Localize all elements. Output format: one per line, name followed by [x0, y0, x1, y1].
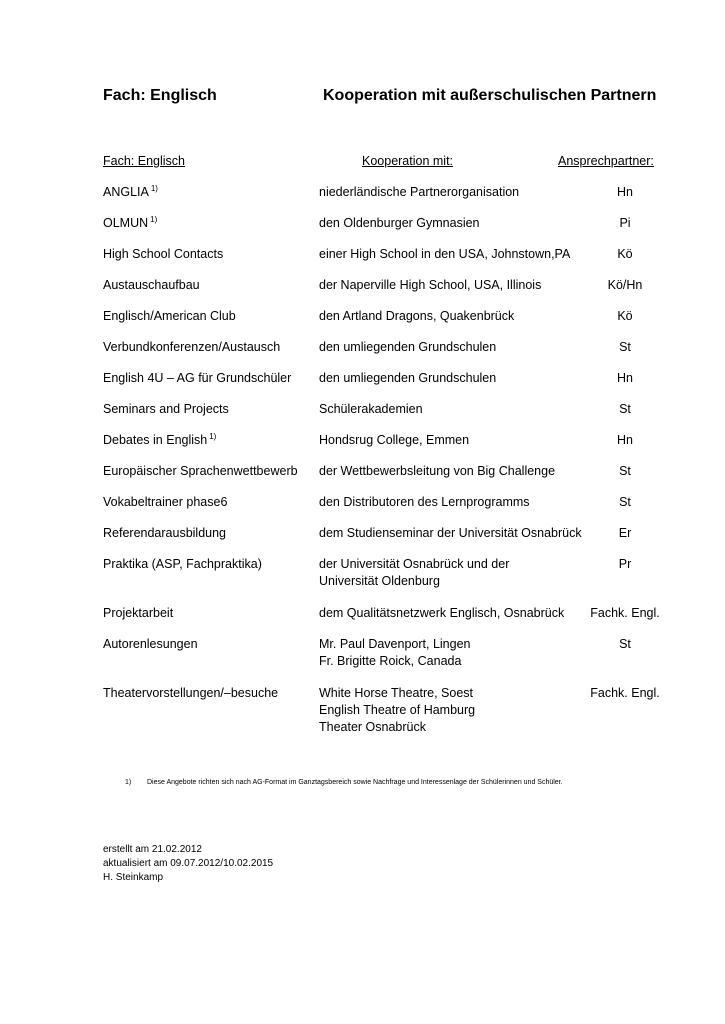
- author-name: H. Steinkamp: [103, 872, 164, 883]
- row-partner: [319, 339, 496, 356]
- row-contact: Pi: [619, 216, 631, 230]
- updated-date: aktualisiert am 09.07.2012/10.02.2015: [103, 858, 274, 869]
- document-meta: [103, 843, 273, 885]
- row-subject: [103, 339, 280, 356]
- row-contact: Kö/Hn: [607, 278, 643, 292]
- row-partner-line: dem Studienseminar der Universität Osnabrück: [319, 526, 582, 540]
- row-partner-line: Schülerakademien: [319, 402, 423, 416]
- row-partner-line: den umliegenden Grundschulen: [319, 340, 497, 354]
- footnote-marker: 1): [150, 183, 158, 193]
- row-subject-label: OLMUN: [103, 216, 149, 230]
- row-contact: St: [619, 402, 631, 416]
- row-partner-line: den Artland Dragons, Quakenbrück: [319, 309, 515, 323]
- row-subject: [103, 685, 278, 702]
- row-partner-line: Theater Osnabrück: [319, 720, 426, 734]
- row-partner-line: niederländische Partnerorganisation: [319, 185, 520, 199]
- footnote-text: Diese Angebote richten sich nach AG-Format im Ganztagsbereich sowie Nachfrage und Interessenlage der Schülerinnen und Schüler.: [147, 779, 563, 786]
- row-partner-line: den umliegenden Grundschulen: [319, 371, 497, 385]
- row-partner-line: White Horse Theatre, Soest: [319, 686, 474, 700]
- footnote-number: 1): [125, 779, 132, 786]
- row-subject: [103, 556, 262, 573]
- row-subject-label: Austauschaufbau: [103, 278, 200, 292]
- column-header-subject: Fach: Englisch: [103, 154, 185, 168]
- row-partner: [319, 463, 555, 480]
- row-partner-line: Hondsrug College, Emmen: [319, 433, 470, 447]
- row-contact: Hn: [617, 371, 633, 385]
- row-partner: [319, 636, 470, 670]
- row-subject-label: English 4U – AG für Grundschüler: [103, 371, 292, 385]
- row-partner: [319, 184, 519, 201]
- row-partner-line: den Oldenburger Gymnasien: [319, 216, 480, 230]
- row-partner-line: der Naperville High School, USA, Illinois: [319, 278, 542, 292]
- row-subject-label: Europäischer Sprachenwettbewerb: [103, 464, 298, 478]
- column-header-contact: Ansprechpartner:: [558, 154, 654, 168]
- row-partner-line: English Theatre of Hamburg: [319, 703, 476, 717]
- created-date: erstellt am 21.02.2012: [103, 844, 202, 855]
- row-partner: [319, 277, 541, 294]
- row-subject: [103, 184, 158, 201]
- row-partner: [319, 308, 514, 325]
- column-header-cooperation: Kooperation mit:: [362, 154, 454, 168]
- row-contact: Fachk. Engl.: [590, 686, 660, 700]
- row-subject-label: Autorenlesungen: [103, 637, 198, 651]
- row-partner-line: einer High School in den USA, Johnstown,PA: [319, 247, 571, 261]
- row-subject: [103, 215, 157, 232]
- row-contact: St: [619, 637, 631, 651]
- row-subject: [103, 277, 200, 294]
- row-subject-label: Verbundkonferenzen/Austausch: [103, 340, 281, 354]
- row-contact: Hn: [617, 185, 633, 199]
- row-partner: [319, 215, 480, 232]
- row-partner: [319, 685, 475, 736]
- row-contact: St: [619, 495, 631, 509]
- row-subject: [103, 494, 227, 511]
- row-subject: [103, 463, 298, 480]
- row-contact: St: [619, 340, 631, 354]
- row-partner: [319, 246, 570, 263]
- row-subject-label: Praktika (ASP, Fachpraktika): [103, 557, 262, 571]
- row-subject: [103, 605, 173, 622]
- row-partner: [319, 401, 423, 418]
- row-partner-line: der Wettbewerbsleitung von Big Challenge: [319, 464, 556, 478]
- row-subject: [103, 246, 223, 263]
- row-subject: [103, 636, 198, 653]
- row-subject-label: ANGLIA: [103, 185, 149, 199]
- row-partner: [319, 525, 582, 542]
- subject-title: Fach: Englisch: [103, 87, 217, 104]
- row-subject-label: Debates in English: [103, 433, 208, 447]
- row-partner-line: Universität Oldenburg: [319, 574, 440, 588]
- row-partner-line: der Universität Osnabrück und der: [319, 557, 510, 571]
- row-subject: [103, 370, 291, 387]
- row-contact: Pr: [618, 557, 632, 571]
- footnote-marker: 1): [150, 214, 158, 224]
- row-subject: [103, 308, 236, 325]
- row-subject-label: Vokabeltrainer phase6: [103, 495, 228, 509]
- footnote-marker: 1): [209, 431, 217, 441]
- row-partner-line: dem Qualitätsnetzwerk Englisch, Osnabrück: [319, 606, 565, 620]
- row-partner: [319, 432, 469, 449]
- row-subject-label: Referendarausbildung: [103, 526, 227, 540]
- row-subject-label: Englisch/American Club: [103, 309, 236, 323]
- document-title: Kooperation mit außerschulischen Partnern: [323, 87, 657, 104]
- row-partner-line: den Distributoren des Lernprogramms: [319, 495, 530, 509]
- row-partner: [319, 605, 564, 622]
- row-partner: [319, 494, 530, 511]
- row-subject-label: Seminars and Projects: [103, 402, 229, 416]
- row-subject-label: Theatervorstellungen/–besuche: [103, 686, 279, 700]
- row-subject: [103, 432, 216, 449]
- row-subject: [103, 401, 229, 418]
- row-contact: St: [619, 464, 631, 478]
- row-contact: Er: [618, 526, 632, 540]
- row-contact: Hn: [617, 433, 633, 447]
- row-partner: [319, 370, 496, 387]
- row-subject: [103, 525, 226, 542]
- row-contact: Fachk. Engl.: [590, 606, 660, 620]
- row-partner-line: Mr. Paul Davenport, Lingen: [319, 637, 471, 651]
- row-contact: Kö: [617, 247, 633, 261]
- row-partner-line: Fr. Brigitte Roick, Canada: [319, 654, 462, 668]
- row-subject-label: High School Contacts: [103, 247, 224, 261]
- row-partner: [319, 556, 509, 590]
- row-contact: Kö: [617, 309, 633, 323]
- row-subject-label: Projektarbeit: [103, 606, 174, 620]
